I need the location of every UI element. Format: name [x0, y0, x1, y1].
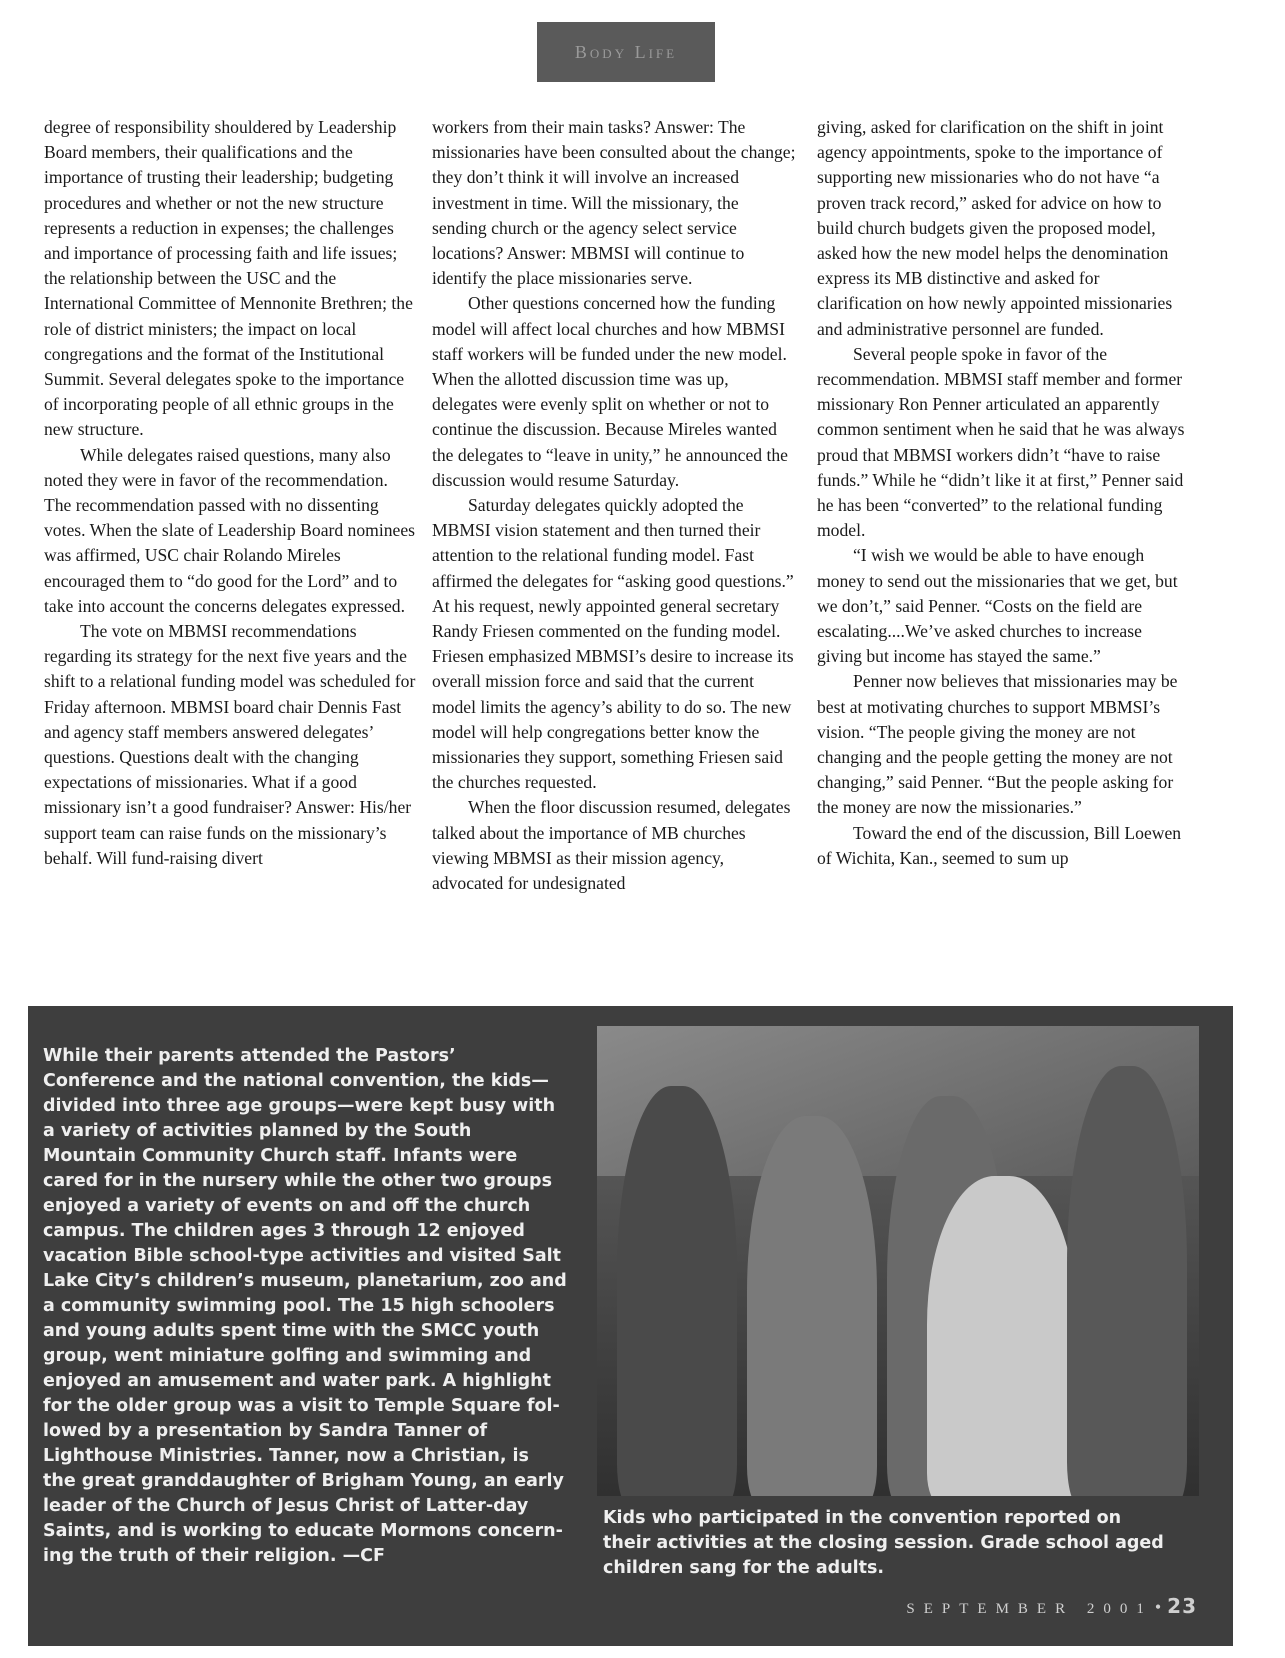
paragraph: The vote on MBMSI recommendations regarding its strategy for the next five years and the shift to a relational funding model was scheduled for Friday afternoon. MBMSI board chair Dennis Fast and agency staff members answered delegates’ questions. Questions dealt with the changing expectations of missionaries. What if a good missionary isn’t a good fundraiser? Answer: His/her support team can raise funds on the missionary’s behalf. Will fund-raising divert: [44, 621, 416, 868]
paragraph: degree of responsibility shouldered by Leadership Board members, their qualifications and the importance of trusting their leadership; budgeting procedures and whether or not the new structure represents a reduction in expenses; the challenges and importance of processing faith and life issues; the relationship between the USC and the International Committee of Mennonite Brethren; the role of district ministers; the impact on local congregations and the format of the Institutional Summit. Several delegates spoke to the importance of incorporating people of all ethnic groups in the new structure.: [44, 117, 413, 440]
bullet-separator: •: [1154, 1597, 1162, 1617]
article-column-3: [817, 115, 1187, 871]
page-folio: [906, 1594, 1197, 1618]
photo-caption: Kids who participated in the convention reported on their activities at the closing session. Grade school aged children sang for the adults.: [603, 1508, 1164, 1578]
photo-child-figure: [617, 1086, 737, 1496]
issue-date: SEPTEMBER 2001: [906, 1601, 1153, 1617]
sidebar-story: While their parents attended the Pastors’ Conference and the national convention, the kids— divided into three age groups—were kept busy with a variety of activities planned by the South Mountain Community Church staff. Infants were cared for in the nursery while the other two groups enjoyed a variety of events on and off the church campus. The children ages 3 through 12 enjoyed vacation Bible school-type activities and visited Salt Lake City’s children’s museum, planetarium, zoo and a community swimming pool. The 15 high schoolers and young adults spent time with the SMCC youth group, went miniature golfing and swimming and enjoyed an amusement and water park. A highlight for the older group was a visit to Temple Square fol- lowed by a presentation by Sandra Tanner of Lighthouse Ministries. Tanner, now a Christian, is the great granddaughter of Brigham Young, an early leader of the Church of Jesus Christ of Latter-day Saints, and is working to educate Mormons concern- ing the truth of their religion. —CF: [43, 1046, 567, 1566]
paragraph: workers from their main tasks? Answer: The missionaries have been consulted about the change; they don’t think it will involve an increased investment in time. Will the missionary, the sending church or the agency select service locations? Answer: MBMSI will continue to identify the place missionaries serve.: [432, 117, 796, 289]
paragraph: When the floor discussion resumed, delegates talked about the importance of MB churches viewing MBMSI as their mission agency, advocated for undesignated: [432, 797, 791, 894]
paragraph: Penner now believes that missionaries may be best at motivating churches to support MBMSI’s vision. “The people giving the money are not changing and the people getting the money are not changing,” said Penner. “But the people asking for the money are now the missionaries.”: [817, 671, 1178, 818]
paragraph: Other questions concerned how the funding model will affect local churches and how MBMSI staff workers will be funded under the new model. When the allotted discussion time was up, delegates were evenly split on whether or not to continue the discussion. Because Mireles wanted the delegates to “leave in unity,” he announced the discussion would resume Saturday.: [432, 293, 788, 490]
paragraph: While delegates raised questions, many also noted they were in favor of the recommendation. The recommendation passed with no dissenting votes. When the slate of Leadership Board nominees was affirmed, USC chair Rolando Mireles encouraged them to “do good for the Lord” and to take into account the concerns delegates expressed.: [44, 444, 415, 616]
article-column-1: [44, 115, 416, 871]
section-label: Body Life: [574, 41, 678, 62]
feature-panel: [28, 1006, 1233, 1646]
photo-child-figure: [747, 1116, 877, 1496]
paragraph: giving, asked for clarification on the shift in joint agency appointments, spoke to the importance of supporting new missionaries who do not have “a proven track record,” asked for advice on how to build church budgets given the proposed model, asked how the new model helps the denomination express its MB distinctive and asked for clarification on how newly appointed missionaries and administrative personnel are funded.: [817, 117, 1173, 339]
paragraph: Several people spoke in favor of the recommendation. MBMSI staff member and former missionary Ron Penner articulated an apparently common sentiment when he said that he was always proud that MBMSI workers didn’t “have to raise funds.” While he “didn’t like it at first,” Penner said he has been “converted” to the relational funding model.: [817, 343, 1185, 541]
section-header-tab: [537, 22, 715, 82]
children-singing-photo: [597, 1026, 1199, 1496]
paragraph: Toward the end of the discussion, Bill Loewen of Wichita, Kan., seemed to sum up: [817, 822, 1182, 868]
paragraph: “I wish we would be able to have enough money to send out the missionaries that we get, but we don’t,” said Penner. “Costs on the field are escalating....We’ve asked churches to increase giving but income has stayed the same.”: [817, 545, 1178, 667]
paragraph: Saturday delegates quickly adopted the MBMSI vision statement and then turned their attention to the relational funding model. Fast affirmed the delegates for “asking good questions.” At his request, newly appointed general secretary Randy Friesen commented on the funding model. Friesen emphasized MBMSI’s desire to increase its overall mission force and said that the current model limits the agency’s ability to do so. The new model will help congregations better know the missionaries they support, something Friesen said the churches requested.: [432, 495, 794, 793]
photo-child-figure: [927, 1176, 1077, 1496]
page-number: 23: [1167, 1594, 1197, 1618]
photo-child-figure: [1067, 1066, 1187, 1496]
article-column-2: [432, 115, 797, 896]
